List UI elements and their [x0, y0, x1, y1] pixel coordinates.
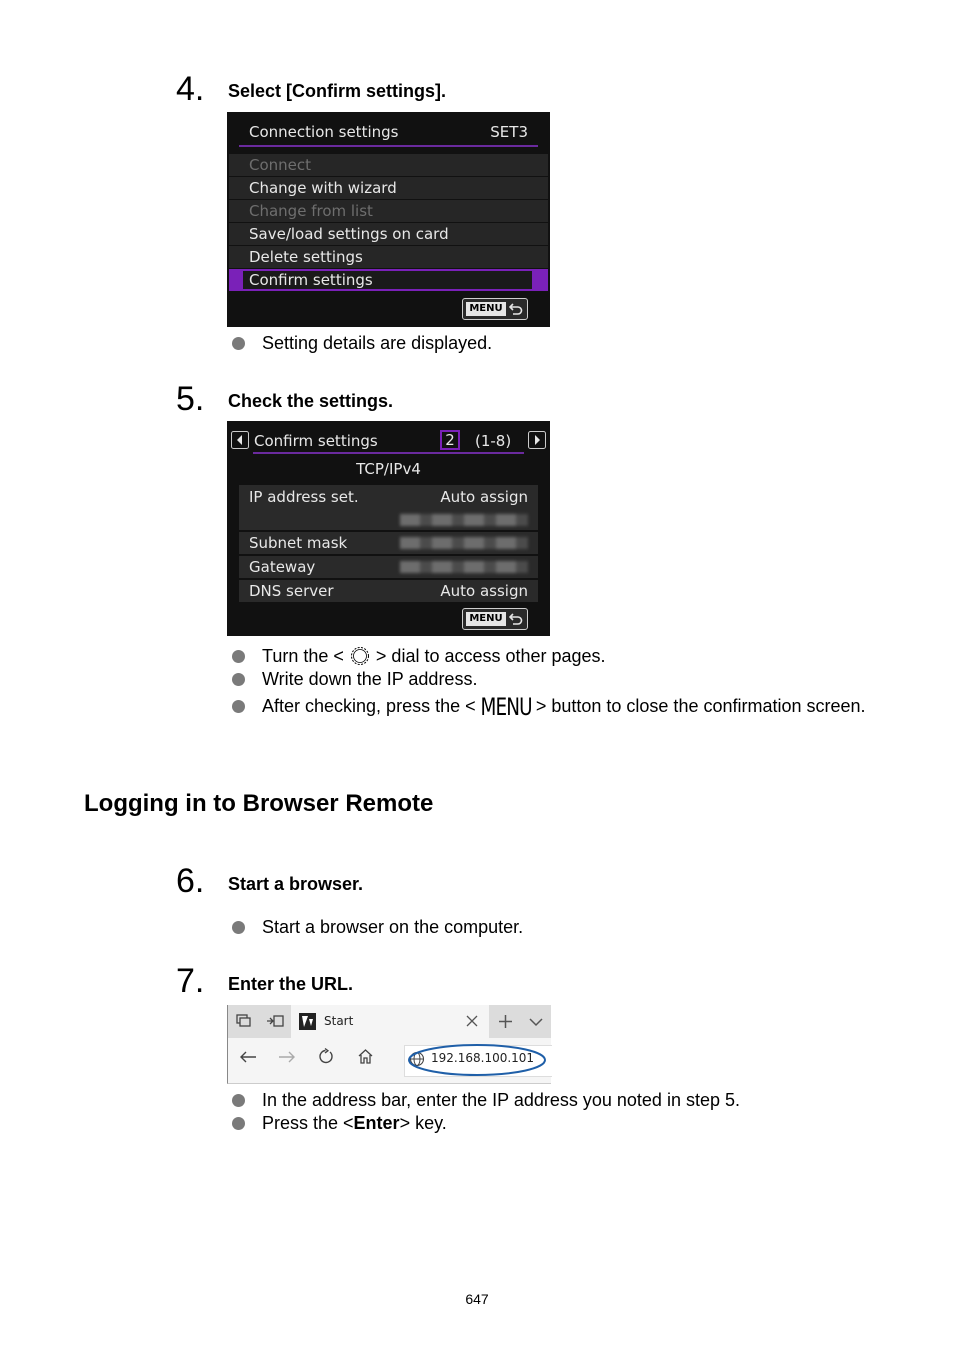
menu-button-glyph: MENU — [480, 693, 532, 721]
menu-label: MENU — [466, 302, 506, 316]
close-tab-icon — [466, 1015, 478, 1027]
new-tab-icon — [498, 1014, 513, 1029]
bullet-dot-icon — [232, 700, 245, 713]
menu-label: MENU — [466, 612, 506, 626]
step-5-bullets — [230, 645, 870, 721]
menu-item-change-with-wizard: Change with wizard — [229, 177, 548, 199]
refresh-icon — [317, 1048, 334, 1065]
step-5-number: 5. — [176, 380, 205, 418]
page-number: 647 — [465, 1291, 489, 1307]
menu-item-connect: Connect — [229, 154, 548, 176]
bullet-item: Press the <Enter> key. — [230, 1112, 870, 1135]
main-dial-icon — [349, 646, 371, 666]
bullet-dot-icon — [232, 921, 245, 934]
bullet-dot-icon — [232, 1094, 245, 1107]
step-7-bullets — [230, 1089, 870, 1135]
menu-item-confirm-settings-label: Confirm settings — [243, 271, 532, 289]
bullet-item: Write down the IP address. — [230, 668, 870, 691]
step-7-number: 7. — [176, 962, 205, 1000]
row-subnet-mask: Subnet mask — [239, 532, 538, 554]
enter-key-label: Enter — [353, 1113, 400, 1133]
bullet-item: Turn the < > dial to access other pages. — [230, 645, 870, 668]
bullet-dot-icon — [232, 337, 245, 350]
row-ip-address: IP address set. Auto assign — [239, 485, 538, 530]
left-arrow-icon — [231, 431, 249, 449]
row-dns-server: DNS server Auto assign — [239, 580, 538, 602]
menu-item-save-load: Save/load settings on card — [229, 223, 548, 245]
section-heading: Logging in to Browser Remote — [84, 790, 434, 817]
page-range: (1-8) — [475, 432, 512, 450]
active-tab — [291, 1005, 489, 1038]
page-indicator: 2 — [440, 430, 460, 450]
screen-subtitle: TCP/IPv4 — [356, 460, 421, 478]
back-arrow-icon — [239, 1050, 257, 1064]
screen-title: Connection settings — [249, 123, 399, 141]
title-underline — [239, 145, 538, 147]
tab-overview-icon — [236, 1014, 252, 1028]
bullet-item: In the address bar, enter the IP address you noted in step 5. — [230, 1089, 870, 1112]
bullet-item: Setting details are displayed. — [230, 332, 870, 355]
forward-arrow-icon — [278, 1050, 296, 1064]
url-highlight-ellipse — [406, 1041, 548, 1079]
step-6-title: Start a browser. — [228, 874, 364, 894]
start-page-favicon — [299, 1013, 316, 1030]
set-aside-tabs-icon — [266, 1014, 284, 1028]
chevron-down-icon — [528, 1017, 544, 1027]
menu-item-change-from-list: Change from list — [229, 200, 548, 222]
blurred-subnet-value — [400, 537, 528, 549]
url-text: 192.168.100.101 — [431, 1051, 535, 1065]
menu-return-button — [462, 298, 528, 320]
step-4-title: Select [Confirm settings]. — [228, 81, 447, 101]
step-5-title: Check the settings. — [228, 391, 394, 411]
blurred-gateway-value — [400, 561, 528, 573]
blurred-ip-value — [400, 514, 528, 526]
screen-tag: SET3 — [490, 123, 528, 141]
return-arrow-icon — [509, 612, 523, 626]
menu-item-delete-settings: Delete settings — [229, 246, 548, 268]
step-6-bullets — [230, 916, 870, 939]
tab-label: Start — [324, 1014, 354, 1028]
step-4-bullets — [230, 332, 870, 355]
step-7-title: Enter the URL. — [228, 974, 354, 994]
bullet-dot-icon — [232, 650, 245, 663]
right-arrow-icon — [528, 431, 546, 449]
screen-title: Confirm settings — [254, 432, 378, 450]
bullet-dot-icon — [232, 1117, 245, 1130]
step-6-number: 6. — [176, 862, 205, 900]
menu-return-button — [462, 608, 528, 630]
step-4-number: 4. — [176, 70, 205, 108]
confirm-settings-screen — [227, 421, 550, 636]
home-icon — [357, 1048, 374, 1065]
browser-screenshot — [227, 1005, 551, 1084]
connection-settings-screen — [227, 112, 550, 327]
bullet-dot-icon — [232, 673, 245, 686]
bullet-item: Start a browser on the computer. — [230, 916, 870, 939]
row-gateway: Gateway — [239, 556, 538, 578]
menu-item-confirm-settings — [229, 269, 548, 291]
title-underline — [253, 452, 524, 454]
bullet-item: After checking, press the < MENU > button to close the confirmation screen. — [230, 695, 870, 718]
return-arrow-icon — [509, 302, 523, 316]
